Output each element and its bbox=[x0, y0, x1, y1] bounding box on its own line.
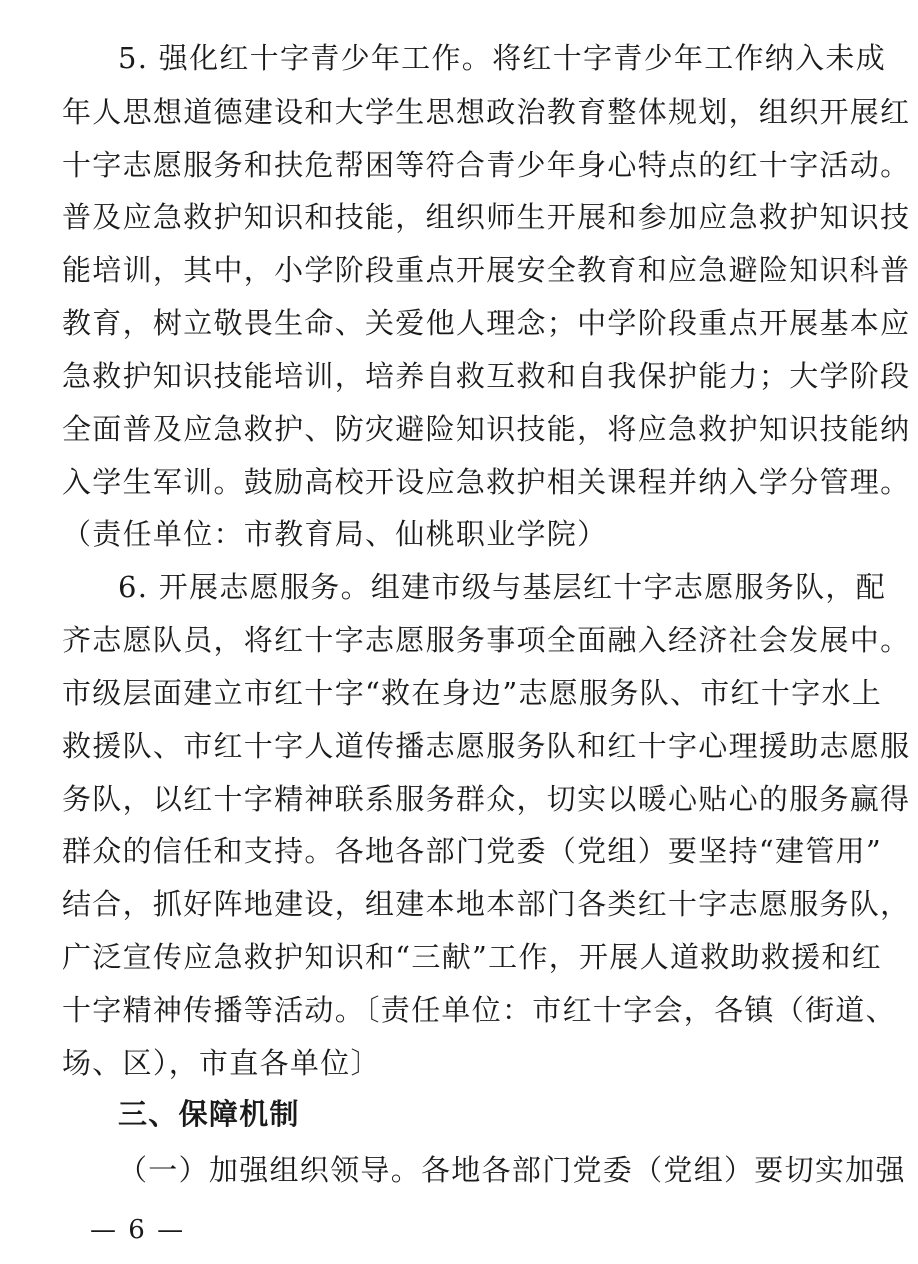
paragraph-6-line-4: 救援队、市红十字人道传播志愿服务队和红十字心理援助志愿服 bbox=[62, 729, 911, 763]
paragraph-6-line-8: 广泛宣传应急救护知识和“三献”工作，开展人道救助救援和红 bbox=[62, 940, 883, 974]
paragraph-5-line-10: （责任单位：市教育局、仙桃职业学院） bbox=[62, 517, 608, 551]
paragraph-6-line-3: 市级层面建立市红十字“救在身边”志愿服务队、市红十字水上 bbox=[62, 676, 883, 710]
paragraph-5-line-9: 入学生军训。鼓励高校开设应急救护相关课程并纳入学分管理。 bbox=[62, 465, 911, 499]
paragraph-5-line-1: 5. 强化红十字青少年工作。将红十字青少年工作纳入未成 bbox=[118, 41, 886, 75]
paragraph-5-line-3: 十字志愿服务和扶危帮困等符合青少年身心特点的红十字活动。 bbox=[62, 148, 911, 182]
paragraph-6-line-9: 十字精神传播等活动。〔责任单位：市红十字会，各镇（街道、 bbox=[62, 993, 896, 1027]
paragraph-6-line-10: 场、区），市直各单位〕 bbox=[62, 1046, 381, 1080]
paragraph-6-line-1: 6. 开展志愿服务。组建市级与基层红十字志愿服务队，配 bbox=[118, 570, 886, 604]
paragraph-5-line-4: 普及应急救护知识和技能，组织师生开展和参加应急救护知识技 bbox=[62, 200, 911, 234]
section-1-line-1: （一）加强组织领导。各地各部门党委（党组）要切实加强 bbox=[118, 1153, 906, 1187]
paragraph-6-line-2: 齐志愿队员，将红十字志愿服务事项全面融入经济社会发展中。 bbox=[62, 623, 911, 657]
paragraph-6-line-6: 群众的信任和支持。各地各部门党委（党组）要坚持“建管用” bbox=[62, 834, 883, 868]
paragraph-6-line-7: 结合，抓好阵地建设，组建本地本部门各类红十字志愿服务队， bbox=[62, 887, 911, 921]
paragraph-5-line-7: 急救护知识技能培训，培养自救互救和自我保护能力；大学阶段 bbox=[62, 359, 911, 393]
page-number: — 6 — bbox=[90, 1215, 186, 1245]
paragraph-6-line-5: 务队，以红十字精神联系服务群众，切实以暖心贴心的服务赢得 bbox=[62, 782, 911, 816]
paragraph-5-line-8: 全面普及应急救护、防灾避险知识技能，将应急救护知识技能纳 bbox=[62, 412, 911, 446]
paragraph-5-line-2: 年人思想道德建设和大学生思想政治教育整体规划，组织开展红 bbox=[62, 95, 911, 129]
paragraph-5-line-6: 教育，树立敬畏生命、关爱他人理念；中学阶段重点开展基本应 bbox=[62, 306, 911, 340]
section-heading: 三、保障机制 bbox=[118, 1097, 300, 1131]
paragraph-5-line-5: 能培训，其中，小学阶段重点开展安全教育和应急避险知识科普 bbox=[62, 253, 911, 287]
